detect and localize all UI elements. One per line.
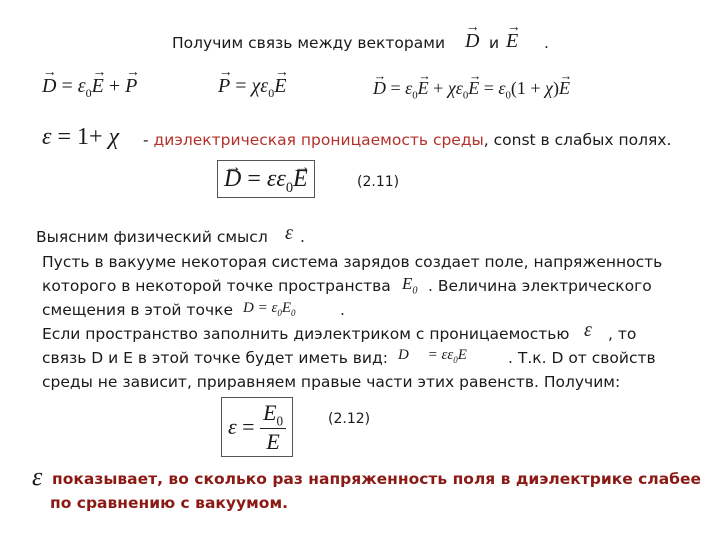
para-line-1: Выясним физический смысл [36, 228, 268, 246]
formula-boxed-2-12: ε = $\frac{E_0}{E}$ [221, 397, 293, 457]
para-line-1-end: . [300, 228, 305, 246]
intro-and: и [489, 34, 500, 52]
para-line-4-end: . [340, 301, 345, 319]
e0-symbol: $E_0$ [402, 274, 418, 297]
vector-e-symbol: → E [506, 30, 518, 53]
epsilon-symbol-2: ε [584, 319, 592, 341]
conclusion-line-2: по сравнению с вакуумом. [50, 494, 289, 512]
intro-text: Получим связь между векторами [172, 34, 446, 52]
para-line-6a: связь D и E в этой точке будет иметь вид: [42, 349, 388, 367]
intro-period: . [544, 34, 549, 52]
para-line-3b: . Величина электрического [428, 277, 652, 295]
epsilon-symbol: ε [285, 222, 293, 244]
vector-d-symbol: → D [465, 30, 479, 53]
para-line-5a: Если пространство заполнить диэлектриком с проницаемостью [42, 325, 570, 343]
epsilon-symbol-conclusion: ε [32, 462, 43, 491]
para-line-6b: . Т.к. D от свойств [508, 349, 656, 367]
formula-boxed-2-11: → $D = \varepsilon\varepsilon_0\to E$ [217, 160, 315, 198]
epsilon-term-highlight: диэлектрическая проницаемость среды [153, 131, 484, 149]
formula-d-dielectric: D = $\varepsilon\varepsilon_0E$ [398, 347, 467, 365]
formula-epsilon-definition: ε = 1+ χ [42, 124, 120, 150]
conclusion-line-1: показывает, во сколько раз напряженность поля в диэлектрике слабее [52, 470, 702, 488]
para-line-2: Пусть в вакууме некоторая система зарядов создает поле, напряженность [42, 253, 663, 271]
epsilon-description: - диэлектрическая проницаемость среды, const в слабых полях. [143, 131, 672, 149]
para-line-7: среды не зависит, приравняем правые части этих равенств. Получим: [42, 373, 621, 391]
formula-d-vacuum: $D = \varepsilon_0E_0$ [243, 300, 296, 318]
para-line-4: смещения в этой точке [42, 301, 233, 319]
equation-number-2-11: (2.11) [357, 174, 400, 190]
para-line-3a: которого в некоторой точке пространства [42, 277, 391, 295]
para-line-5b: , то [608, 325, 637, 343]
formula-polarization: → $P = \chi\varepsilon_0\to E$ [218, 75, 286, 101]
equation-number-2-12: (2.12) [328, 411, 371, 427]
formula-d-definition: → $D = \varepsilon_0\to E$ + → P [42, 75, 137, 101]
formula-d-expanded: → $D = \varepsilon_0\to E + \chi\varepsilon_0\to E = \varepsilon_0(1 + \chi)\to E$ [373, 78, 570, 102]
